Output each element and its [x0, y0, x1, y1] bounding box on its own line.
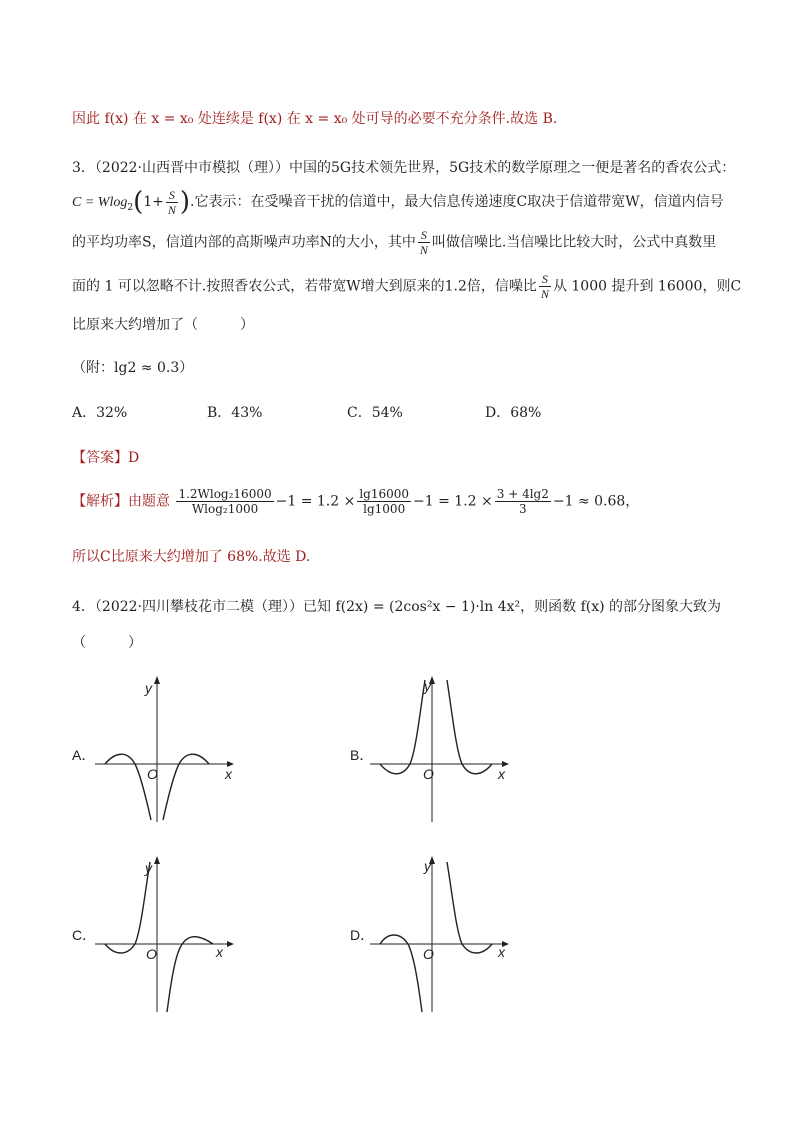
- q3-line1: [72, 157, 735, 177]
- graph-d-right-curve: [447, 862, 492, 953]
- q3-option-c: C．54%: [347, 405, 403, 421]
- q3-option-d: D．68%: [485, 405, 542, 421]
- q3-option-b: B．43%: [207, 405, 263, 421]
- graph-d-origin: O: [423, 946, 434, 962]
- analysis-fraction-2: $\frac{\lg 16000}{\lg 1000}$: [359, 487, 410, 516]
- graph-c-label: C．: [72, 927, 97, 943]
- graph-c-origin: O: [146, 946, 157, 962]
- formula-c: C = Wlog: [72, 195, 128, 210]
- graph-c-x-label: x: [216, 944, 223, 960]
- graph-b-right-curve: [447, 680, 492, 774]
- q3-line1-text: 中国的5G技术领先世界，5G技术的数学原理之一便是著名的香农公式：: [289, 160, 736, 176]
- q3-line5: 比原来大约增加了（ ）: [72, 317, 254, 333]
- graph-b-left-curve: [380, 680, 425, 774]
- q4-number: 4．: [72, 599, 95, 615]
- q3-line2-text: .它表示：在受噪音干扰的信道中，最大信息传递速度C取决于信道带宽W，信道内信号: [190, 194, 724, 210]
- graph-b-x-label: x: [498, 766, 505, 782]
- analysis-tag: 【解析】: [72, 493, 128, 510]
- q4-line1: [72, 596, 721, 616]
- q4-stem: 已知 f(2x) = (2cos²x − 1)·ln 4x²，则函数 f(x) 的部分图象大致为: [303, 599, 722, 615]
- graph-b-label: B．: [350, 747, 374, 763]
- answer-tag: 【答案】: [72, 450, 128, 466]
- formula-one: 1+: [143, 194, 164, 210]
- q4-paren: （ ）: [72, 635, 142, 651]
- graph-c: [95, 852, 240, 1017]
- graph-c-y-label: y: [145, 860, 152, 876]
- q3-number: 3．: [72, 160, 95, 176]
- graph-a: [95, 672, 240, 822]
- q3-analysis: 【解析】由题意 $\frac{\text{1.2Wlog₂16000}}{\text{Wlog₂1000}}$ −1 = 1.2 × $\frac{\lg 16000}{\lg 1000}$ −1 = 1.2 × $\frac{3 + 4\lg 2}{3}$ −1 ≈ 0.68，: [72, 487, 640, 516]
- q3-source: （2022·山西晋中市模拟（理））: [94, 160, 290, 176]
- q3-answer: [72, 447, 139, 467]
- sn-fraction-1: $\frac{S}{N}$: [419, 228, 428, 257]
- analysis-fraction-1: $\frac{\text{1.2Wlog₂16000}}{\text{Wlog₂1000}}$: [178, 487, 272, 516]
- q3-option-a: A．32%: [72, 405, 128, 421]
- prev-conclusion: 因此 f(x) 在 x = x₀ 处连续是 f(x) 在 x = x₀ 处可导的必要不充分条件.故选 B.: [72, 111, 558, 127]
- q3-conclusion: 所以C比原来大约增加了 68%.故选 D.: [72, 549, 311, 565]
- graph-d: [370, 852, 515, 1017]
- graph-a-label: A．: [72, 747, 96, 763]
- graph-d-y-label: y: [424, 858, 431, 874]
- graph-c-right-curve: [167, 937, 213, 1012]
- q3-line3: 的平均功率S，信道内部的高斯噪声功率N的大小，其中 $\frac{S}{N}$ 叫做信噪比.当信噪比比较大时，公式中真数里: [72, 228, 717, 257]
- graph-b: [370, 672, 515, 822]
- graph-d-label: D．: [350, 927, 375, 943]
- answer-value: D: [128, 450, 140, 466]
- graph-a-origin: O: [147, 766, 158, 782]
- q3-note: （附：lg2 ≈ 0.3）: [72, 360, 194, 376]
- q3-line4: 面的 1 可以忽略不计.按照香农公式，若带宽W增大到原来的1.2倍，信噪比 $\frac{S}{N}$ 从 1000 提升到 16000，则C: [72, 272, 742, 301]
- graph-b-y-label: y: [424, 678, 431, 694]
- q3-line2: C = Wlog$_2$(1+ $\frac{S}{N}$ ).它表示：在受噪音干扰的信道中，最大信息传递速度C取决于信道带宽W，信道内信号: [72, 187, 724, 217]
- graph-b-origin: O: [423, 766, 434, 782]
- sn-fraction-2: $\frac{S}{N}$: [540, 272, 549, 301]
- formula-sn-fraction: $\frac{S}{N}$: [167, 187, 176, 217]
- graph-d-x-label: x: [498, 944, 505, 960]
- graph-a-y-label: y: [145, 680, 152, 696]
- graph-a-x-label: x: [225, 766, 232, 782]
- graph-c-left-curve: [105, 862, 150, 953]
- graph-d-left-curve: [380, 935, 422, 1012]
- analysis-fraction-3: $\frac{3 + 4\lg 2}{3}$: [496, 487, 549, 516]
- formula-log-base: 2: [127, 202, 134, 213]
- q4-source: （2022·四川攀枝花市二模（理））: [94, 599, 304, 615]
